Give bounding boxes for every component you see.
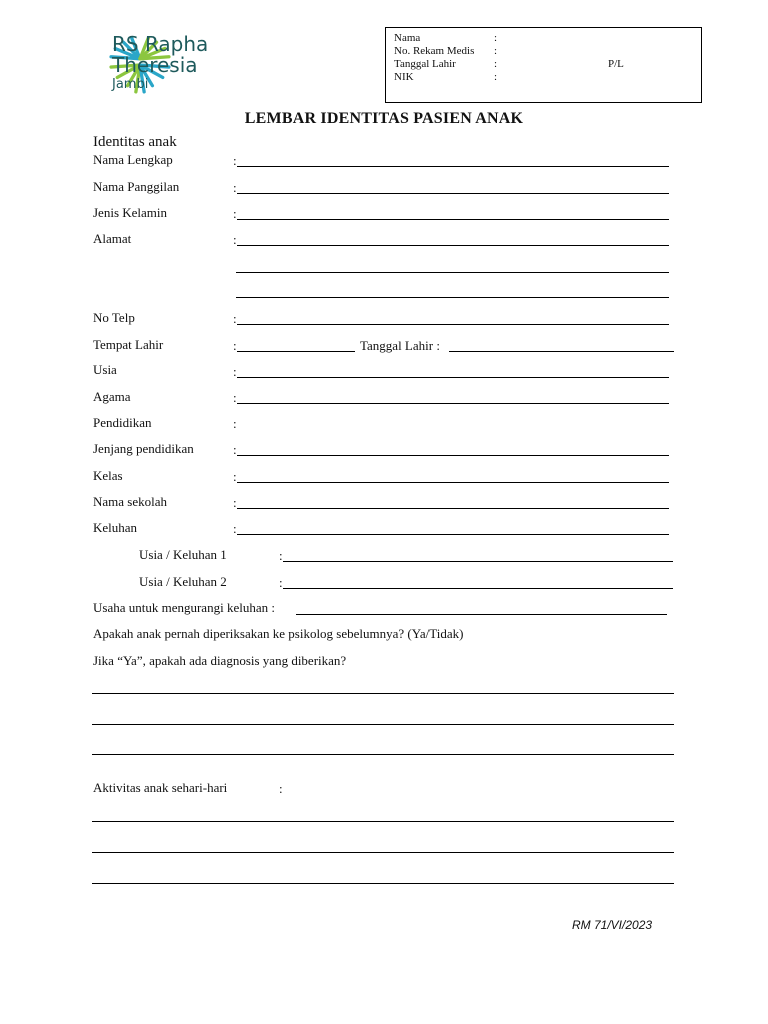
input-line-nama-sekolah[interactable] <box>237 508 669 509</box>
colon: : <box>233 180 237 195</box>
label-usia: Usia <box>93 362 117 377</box>
id-box-label: Nama <box>394 32 421 44</box>
label-aktivitas: Aktivitas anak sehari-hari <box>93 780 228 795</box>
id-box-label: Tanggal Lahir <box>394 58 456 70</box>
input-line-usia[interactable] <box>237 377 669 378</box>
input-line-usia-keluhan-2[interactable] <box>283 588 673 589</box>
id-box-label: NIK <box>394 71 414 83</box>
colon: : <box>233 338 237 353</box>
colon: : <box>279 575 283 590</box>
label-usaha: Usaha untuk mengurangi keluhan : <box>93 600 275 615</box>
colon: : <box>233 364 237 379</box>
colon: : <box>233 469 237 484</box>
id-box-row-nama <box>394 32 498 45</box>
form-code: RM 71/VI/2023 <box>572 918 653 932</box>
question-diagnosis: Jika “Ya”, apakah ada diagnosis yang diberikan? <box>93 653 347 668</box>
colon: : <box>233 416 237 431</box>
id-box-colon: : <box>494 32 498 44</box>
hospital-name-line2: Theresia <box>112 53 198 77</box>
answer-line-aktivitas-1[interactable] <box>92 821 674 822</box>
patient-id-box <box>385 27 702 103</box>
label-nama-lengkap: Nama Lengkap <box>93 152 173 167</box>
colon: : <box>233 521 237 536</box>
hospital-name <box>112 34 208 93</box>
input-line-nama-panggilan[interactable] <box>237 193 669 194</box>
label-nama-panggilan: Nama Panggilan <box>93 179 180 194</box>
label-pendidikan: Pendidikan <box>93 415 152 430</box>
colon: : <box>233 442 237 457</box>
label-nama-sekolah: Nama sekolah <box>93 494 168 509</box>
colon: : <box>233 153 237 168</box>
input-line-no-telp[interactable] <box>237 324 669 325</box>
label-kelas: Kelas <box>93 468 123 483</box>
label-keluhan: Keluhan <box>93 520 138 535</box>
answer-line-aktivitas-2[interactable] <box>92 852 674 853</box>
input-line-tanggal-lahir[interactable] <box>449 351 674 352</box>
colon: : <box>279 548 283 563</box>
input-line-alamat-3[interactable] <box>236 297 669 298</box>
id-box-colon: : <box>494 45 498 57</box>
input-line-usia-keluhan-1[interactable] <box>283 561 673 562</box>
input-line-jenis-kelamin[interactable] <box>237 219 669 220</box>
answer-line-diagnosis-2[interactable] <box>92 724 674 725</box>
label-tanggal-lahir: Tanggal Lahir : <box>360 338 440 353</box>
colon: : <box>233 390 237 405</box>
question-psikolog: Apakah anak pernah diperiksakan ke psikolog sebelumnya? (Ya/Tidak) <box>93 626 464 641</box>
id-box-label: No. Rekam Medis <box>394 45 475 57</box>
id-box-row-nik <box>394 71 498 84</box>
colon: : <box>233 232 237 247</box>
input-line-nama-lengkap[interactable] <box>237 166 669 167</box>
input-line-usaha[interactable] <box>296 614 667 615</box>
label-jenis-kelamin: Jenis Kelamin <box>93 205 168 220</box>
hospital-city: Jambi <box>112 77 149 92</box>
colon: : <box>233 311 237 326</box>
colon: : <box>279 781 283 796</box>
label-agama: Agama <box>93 389 131 404</box>
input-line-alamat-2[interactable] <box>236 272 669 273</box>
input-line-kelas[interactable] <box>237 482 669 483</box>
label-usia-keluhan-2: Usia / Keluhan 2 <box>139 574 227 589</box>
input-line-jenjang-pendidikan[interactable] <box>237 455 669 456</box>
input-line-keluhan[interactable] <box>237 534 669 535</box>
label-tempat-lahir: Tempat Lahir <box>93 337 164 352</box>
input-line-agama[interactable] <box>237 403 669 404</box>
id-box-row-rekam-medis <box>394 45 498 58</box>
colon: : <box>233 495 237 510</box>
id-box-row-tanggal-lahir <box>394 58 498 71</box>
answer-line-diagnosis-1[interactable] <box>92 693 674 694</box>
answer-line-diagnosis-3[interactable] <box>92 754 674 755</box>
section-title: Identitas anak <box>93 134 177 150</box>
label-usia-keluhan-1: Usia / Keluhan 1 <box>139 547 227 562</box>
input-line-alamat-1[interactable] <box>237 245 669 246</box>
label-no-telp: No Telp <box>93 310 135 325</box>
id-box-colon: : <box>494 58 498 70</box>
id-box-colon: : <box>494 71 498 83</box>
hospital-name-line1: RS Rapha <box>112 32 209 56</box>
colon: : <box>233 206 237 221</box>
label-alamat: Alamat <box>93 231 132 246</box>
form-title: LEMBAR IDENTITAS PASIEN ANAK <box>244 110 524 127</box>
gender-option: P/L <box>608 58 624 70</box>
answer-line-aktivitas-3[interactable] <box>92 883 674 884</box>
label-jenjang-pendidikan: Jenjang pendidikan <box>93 441 194 456</box>
input-line-tempat-lahir[interactable] <box>237 351 355 352</box>
